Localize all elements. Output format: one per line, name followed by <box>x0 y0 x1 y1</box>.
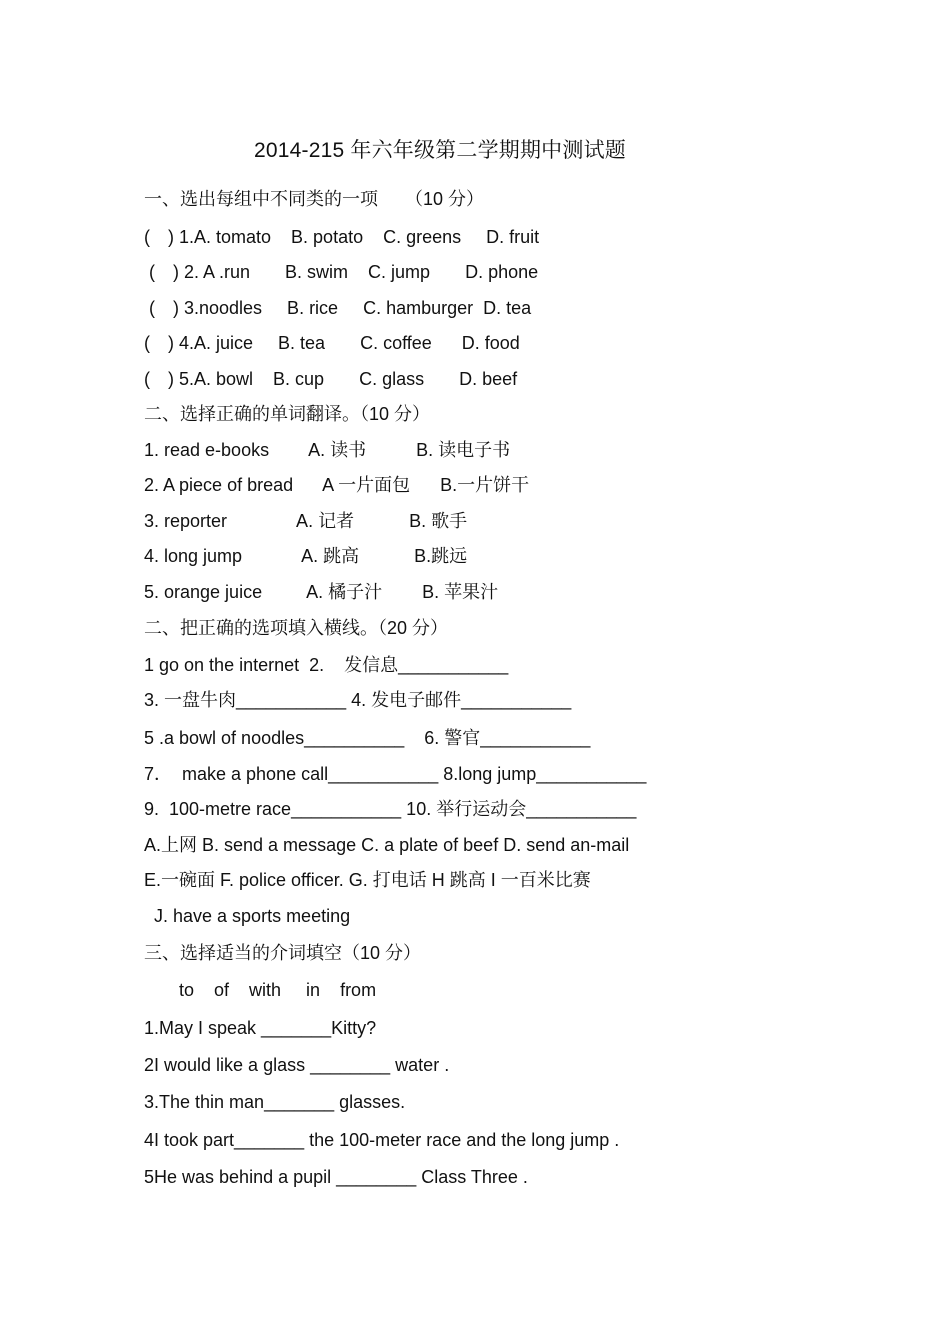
question-line: 3. 一盘牛肉___________ 4. 发电子邮件___________ <box>144 690 572 710</box>
question-line: 9. 100-metre race___________ 10. 举行运动会___________ <box>144 799 637 819</box>
options-line: E.一碗面 F. police officer. G. 打电话 H 跳高 I 一百米比赛 <box>144 870 591 890</box>
question-line: ( ) 2. A .run B. swim C. jump D. phone <box>144 262 539 282</box>
word-bank: to of with in from <box>144 980 377 1000</box>
question-line: 5 .a bowl of noodles__________ 6. 警官___________ <box>144 728 591 748</box>
question-line: ( ) 1.A. tomato B. potato C. greens D. fruit <box>144 227 540 247</box>
question-line: ( ) 5.A. bowl B. cup C. glass D. beef <box>144 369 518 389</box>
page-title: 2014-215 年六年级第二学期期中测试题 <box>254 139 626 162</box>
question-line: 1 go on the internet 2. 发信息___________ <box>144 655 509 675</box>
options-line: A.上网 B. send a message C. a plate of beef D. send an-mail <box>144 835 630 855</box>
question-line: 2I would like a glass ________ water . <box>144 1055 450 1075</box>
section-2-heading: 二、选择正确的单词翻译。（10 分） <box>144 404 431 424</box>
section-3-heading: 二、把正确的选项填入横线。（20 分） <box>144 618 449 638</box>
question-line: 1. read e-books A. 读书 B. 读电子书 <box>144 440 511 460</box>
question-line: ( ) 4.A. juice B. tea C. coffee D. food <box>144 333 520 353</box>
options-line: J. have a sports meeting <box>144 906 351 926</box>
question-line: 2. A piece of bread A 一片面包 B.一片饼干 <box>144 475 530 495</box>
question-line: 1.May I speak _______Kitty? <box>144 1018 377 1038</box>
question-line: 5He was behind a pupil ________ Class Three . <box>144 1167 528 1187</box>
section-1-heading: 一、选出每组中不同类的一项 （10 分） <box>144 189 485 209</box>
question-line: 3. reporter A. 记者 B. 歌手 <box>144 511 468 531</box>
question-line: 3.The thin man_______ glasses. <box>144 1092 406 1112</box>
question-line: 5. orange juice A. 橘子汁 B. 苹果汁 <box>144 582 499 602</box>
question-line: 4I took part_______ the 100-meter race and the long jump . <box>144 1130 620 1150</box>
section-4-heading: 三、选择适当的介词填空（10 分） <box>144 943 422 963</box>
question-line: 7． make a phone call___________ 8.long jump___________ <box>144 764 647 784</box>
question-line: ( ) 3.noodles B. rice C. hamburger D. tea <box>144 298 532 318</box>
question-line: 4. long jump A. 跳高 B.跳远 <box>144 546 468 566</box>
